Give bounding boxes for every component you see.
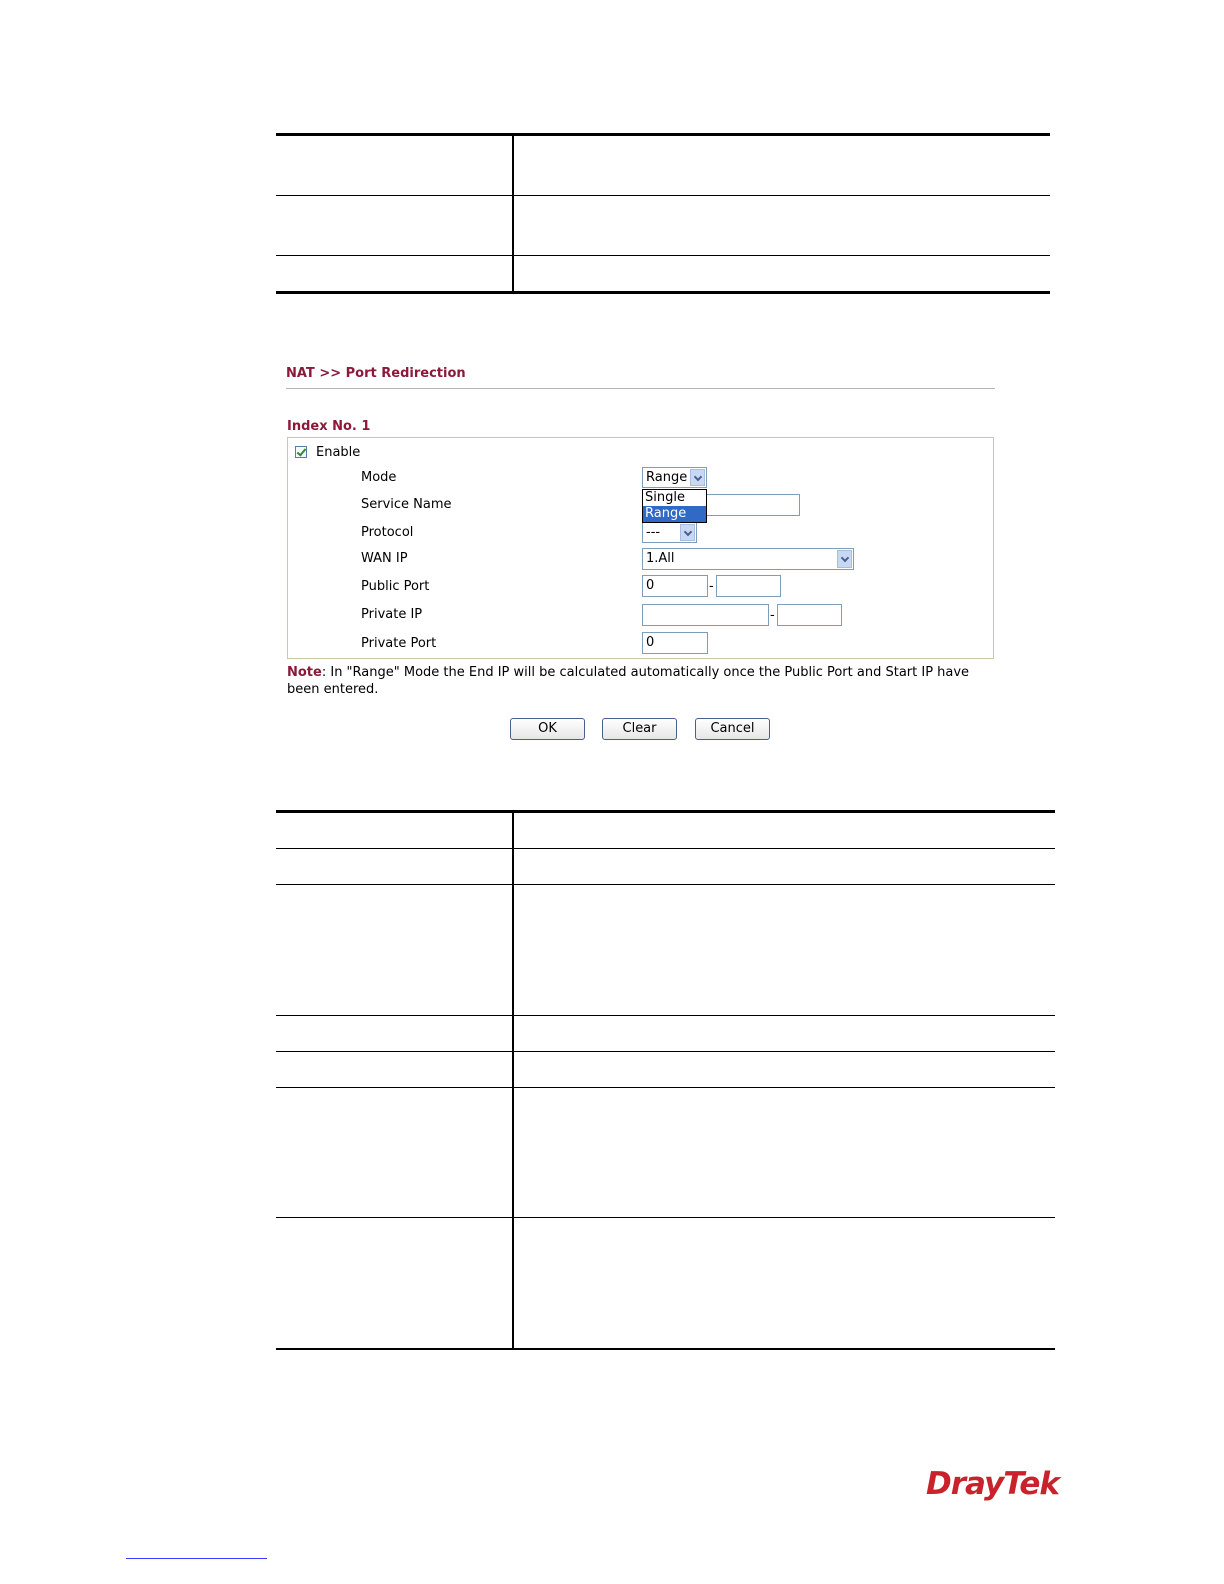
mode-select[interactable] <box>642 467 707 488</box>
wan-ip-select[interactable] <box>642 548 854 570</box>
cancel-button[interactable]: Cancel <box>695 718 770 740</box>
draytek-logo: DrayTek <box>926 1466 1059 1502</box>
private-port-label: Private Port <box>361 636 437 651</box>
clear-button[interactable]: Clear <box>602 718 677 740</box>
wan-ip-label: WAN IP <box>361 551 408 566</box>
chevron-down-icon[interactable] <box>680 524 695 541</box>
protocol-select[interactable] <box>642 522 697 543</box>
table1-top-rule <box>276 133 1050 136</box>
note-body: : In "Range" Mode the End IP will be calculated automatically once the Public Port and Start IP have been entered. <box>287 665 970 697</box>
mode-option-single[interactable]: Single <box>645 490 685 505</box>
chevron-down-icon[interactable] <box>690 469 705 486</box>
footer-link-underline[interactable] <box>126 1558 267 1559</box>
range-separator: - <box>770 608 775 623</box>
table1-column-divider <box>512 136 514 291</box>
table1-bottom-rule <box>276 291 1050 294</box>
note-text <box>287 664 995 698</box>
table2-bottom-rule <box>276 1348 1055 1350</box>
mode-label: Mode <box>361 470 397 485</box>
note-label: Note <box>287 665 322 680</box>
table2-top-rule <box>276 810 1055 813</box>
private-port-input[interactable]: 0 <box>642 632 708 654</box>
table2-row-rule <box>276 848 1055 849</box>
service-name-label: Service Name <box>361 497 452 512</box>
enable-checkbox[interactable] <box>295 446 307 458</box>
public-port-label: Public Port <box>361 579 430 594</box>
table2-row-rule <box>276 1217 1055 1218</box>
breadcrumb: NAT >> Port Redirection <box>286 366 466 381</box>
protocol-value: --- <box>646 525 661 540</box>
public-port-start-input[interactable]: 0 <box>642 575 708 597</box>
chevron-down-icon[interactable] <box>837 550 852 568</box>
table1-row-rule <box>276 195 1050 196</box>
table2-row-rule <box>276 884 1055 885</box>
table2-row-rule <box>276 1087 1055 1088</box>
enable-label: Enable <box>316 445 361 460</box>
mode-value: Range <box>646 470 688 485</box>
public-port-end-input[interactable] <box>716 575 781 597</box>
wan-ip-value: 1.All <box>646 551 675 566</box>
mode-dropdown-list[interactable] <box>642 489 707 523</box>
table1-row-rule <box>276 255 1050 256</box>
private-ip-label: Private IP <box>361 607 423 622</box>
breadcrumb-divider <box>286 388 995 389</box>
range-separator: - <box>709 579 714 594</box>
private-ip-start-input[interactable] <box>642 604 769 626</box>
index-title: Index No. 1 <box>287 419 371 434</box>
table2-column-divider <box>512 813 514 1348</box>
table2-row-rule <box>276 1015 1055 1016</box>
mode-option-range[interactable]: Range <box>643 506 706 522</box>
ok-button[interactable]: OK <box>510 718 585 740</box>
protocol-label: Protocol <box>361 525 414 540</box>
table2-row-rule <box>276 1051 1055 1052</box>
private-ip-end-input[interactable] <box>777 604 842 626</box>
